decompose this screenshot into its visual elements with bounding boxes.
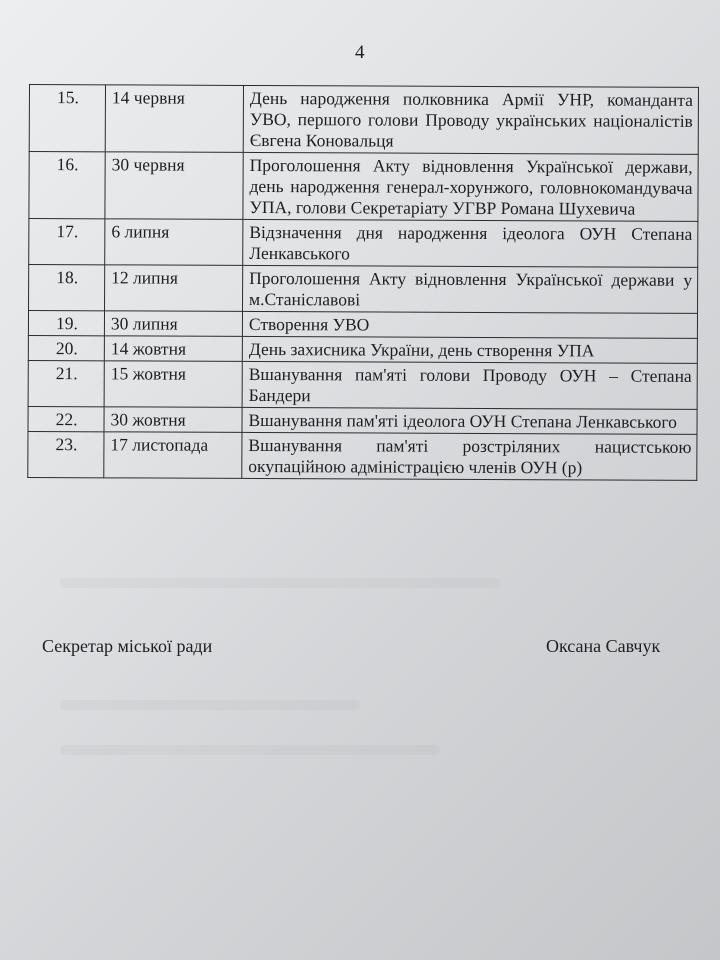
- table-row: [28, 431, 697, 480]
- row-number: 19.: [28, 311, 104, 336]
- row-number: 18.: [29, 265, 105, 311]
- paper-bleed-through: [60, 578, 500, 588]
- row-number: 15.: [29, 85, 105, 152]
- events-table: [27, 84, 699, 481]
- table-row: [29, 219, 698, 268]
- table-row: [28, 335, 697, 363]
- row-date: 12 липня: [105, 265, 243, 312]
- row-date: 15 жовтня: [104, 361, 242, 408]
- signature-name: Оксана Савчук: [546, 636, 661, 656]
- row-date: 30 жовтня: [104, 407, 242, 433]
- row-description: Вшанування пам'яті розстріляних нацистською окупаційною адміністрацією членів ОУН (р): [242, 432, 697, 480]
- row-date: 30 червня: [105, 152, 243, 220]
- signature-position: Секретар міської ради: [42, 636, 213, 656]
- row-description: День захисника України, день створення УПА: [242, 336, 697, 363]
- table-row: [29, 152, 698, 222]
- table-row: [29, 265, 698, 314]
- row-number: 20.: [28, 335, 104, 360]
- row-date: 30 липня: [104, 311, 242, 337]
- row-number: 21.: [28, 360, 104, 406]
- row-date: 17 листопада: [104, 432, 242, 479]
- table-row: [28, 360, 697, 409]
- row-number: 16.: [29, 152, 105, 219]
- page-number: 4: [355, 42, 365, 63]
- paper-bleed-through: [60, 700, 360, 710]
- row-description: Вшанування пам'яті голови Проводу ОУН – Степана Бандери: [242, 361, 697, 409]
- row-description: Проголошення Акту відновлення Української держави, день народження генерал-хорунжого, головнокомандувача УПА, голови Секретаріату УГВР Романа Шухевича: [243, 152, 698, 221]
- row-date: 14 червня: [105, 85, 243, 153]
- row-description: Вшанування пам'яті ідеолога ОУН Степана Ленкавського: [242, 407, 697, 434]
- row-description: Відзначення дня народження ідеолога ОУН Степана Ленкавського: [243, 219, 698, 267]
- paper-bleed-through: [60, 745, 440, 755]
- table-row: [28, 311, 697, 339]
- row-description: Створення УВО: [242, 311, 697, 338]
- row-date: 14 жовтня: [104, 336, 242, 362]
- row-number: 17.: [29, 219, 105, 265]
- row-description: Проголошення Акту відновлення Української держави у м.Станіславові: [243, 265, 698, 313]
- table-row: [29, 85, 698, 155]
- row-description: День народження полковника Армії УНР, команданта УВО, першого голови Проводу українських націоналістів Євгена Коновальця: [243, 85, 698, 154]
- row-number: 23.: [28, 431, 104, 477]
- table-row: [28, 406, 697, 434]
- row-number: 22.: [28, 406, 104, 431]
- row-date: 6 липня: [105, 219, 243, 266]
